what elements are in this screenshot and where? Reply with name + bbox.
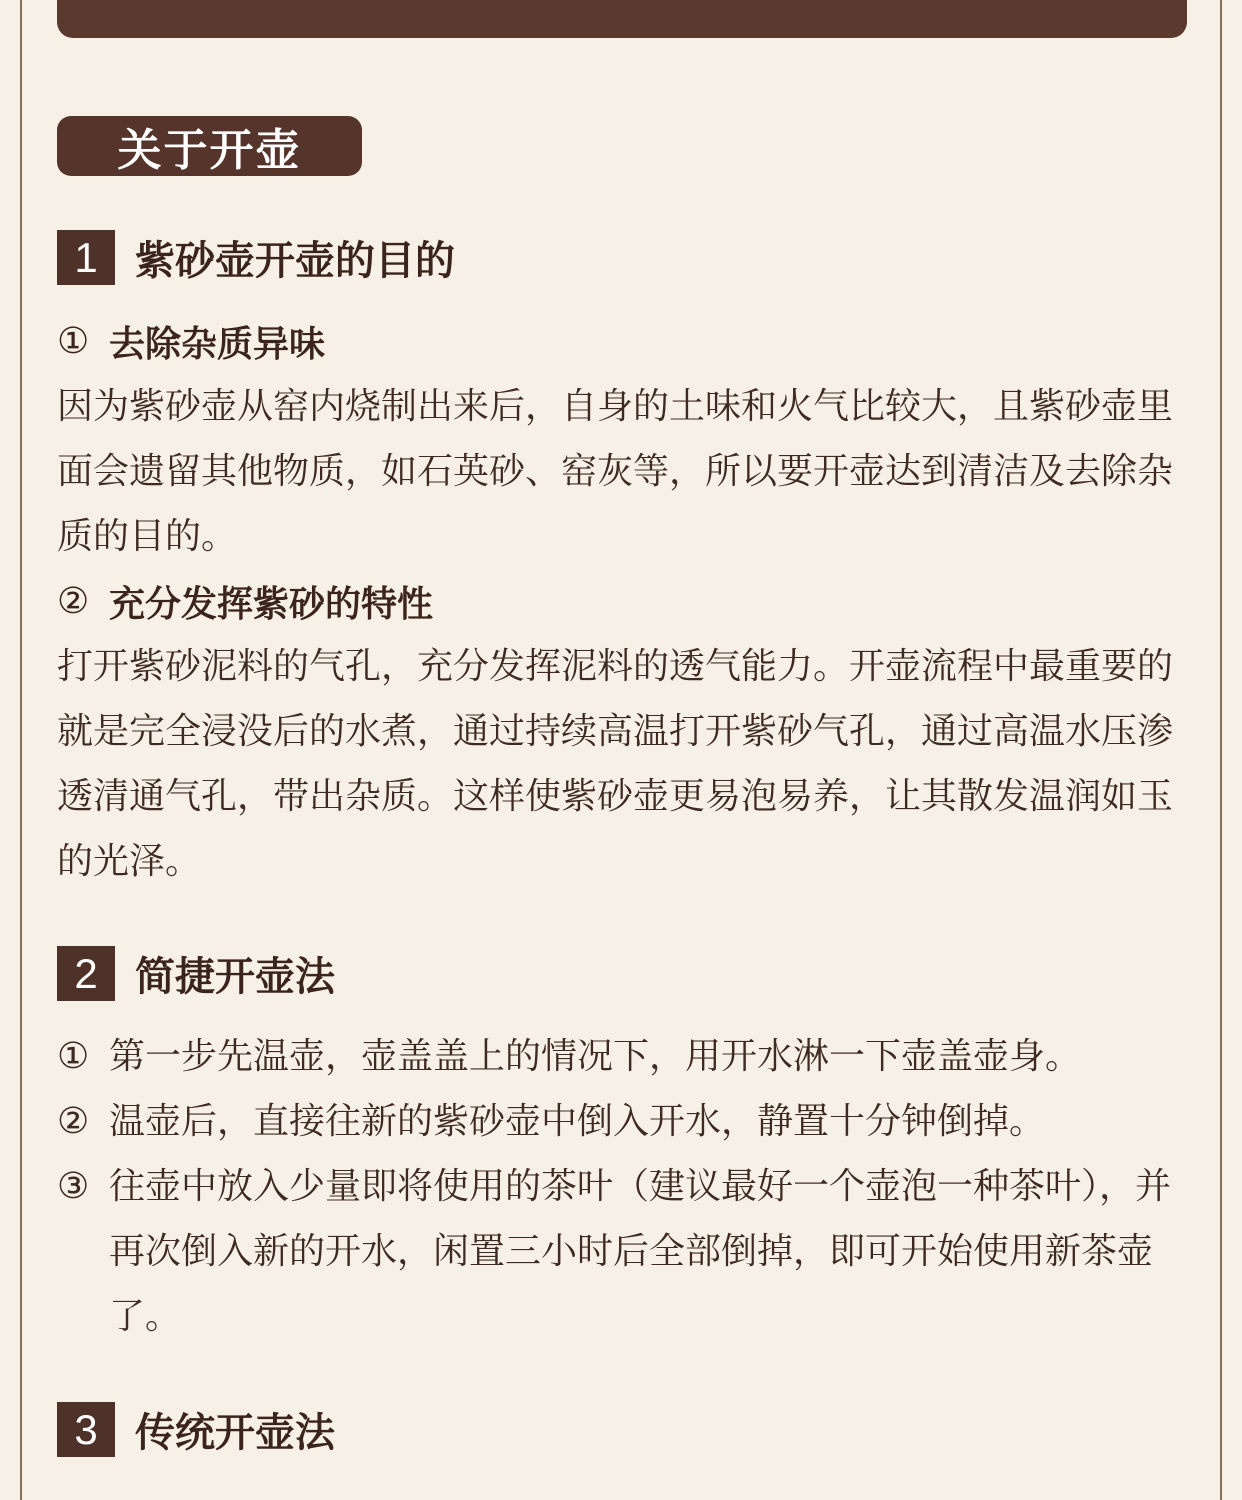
step-2 [57, 1089, 1187, 1154]
step-marker: ③ [57, 1166, 90, 1207]
subheading-1-2 [57, 576, 433, 627]
heading-title-2: 简捷开壶法 [135, 954, 335, 1000]
step-marker: ② [57, 1101, 90, 1142]
paragraph-1-2: 打开紫砂泥料的气孔，充分发挥泥料的透气能力。开壶流程中最重要的就是完全浸没后的水煮，通过持续高温打开紫砂气孔，通过高温水压渗透清通气孔，带出杂质。这样使紫砂壶更易泡易养，让其散发温润如玉的光泽。 [57, 646, 1174, 882]
item-marker: ① [57, 321, 90, 362]
heading-number-2: 2 [57, 946, 115, 1001]
step-text: 往壶中放入少量即将使用的茶叶（建议最好一个壶泡一种茶叶），并再次倒入新的开水，闲置三小时后全部倒掉，即可开始使用新茶壶了。 [109, 1166, 1172, 1337]
frame-right-border [1220, 0, 1222, 1500]
heading-number-3: 3 [57, 1402, 115, 1457]
step-3 [57, 1154, 1187, 1349]
heading-number-1: 1 [57, 230, 115, 285]
subheading-title: 充分发挥紫砂的特性 [109, 584, 434, 625]
step-text: 温壶后，直接往新的紫砂壶中倒入开水，静置十分钟倒掉。 [109, 1101, 1046, 1142]
subheading-title: 去除杂质异味 [109, 324, 326, 365]
step-1 [57, 1024, 1187, 1089]
item-marker: ② [57, 581, 90, 622]
heading-title-3: 传统开壶法 [135, 1410, 335, 1456]
subheading-1-1 [57, 316, 325, 367]
heading-2 [57, 945, 335, 1002]
paragraph-1-1: 因为紫砂壶从窑内烧制出来后，自身的土味和火气比较大，且紫砂壶里面会遗留其他物质，如石英砂、窑灰等，所以要开壶达到清洁及去除杂质的目的。 [57, 386, 1174, 557]
step-marker: ① [57, 1036, 90, 1077]
step-text: 第一步先温壶，壶盖盖上的情况下，用开水淋一下壶盖壶身。 [109, 1036, 1082, 1077]
section-title: 关于开壶 [57, 116, 362, 176]
top-banner [57, 0, 1187, 38]
frame-left-border [20, 0, 22, 1500]
heading-1 [57, 229, 455, 286]
heading-title-1: 紫砂壶开壶的目的 [135, 238, 455, 284]
heading-3 [57, 1401, 335, 1458]
